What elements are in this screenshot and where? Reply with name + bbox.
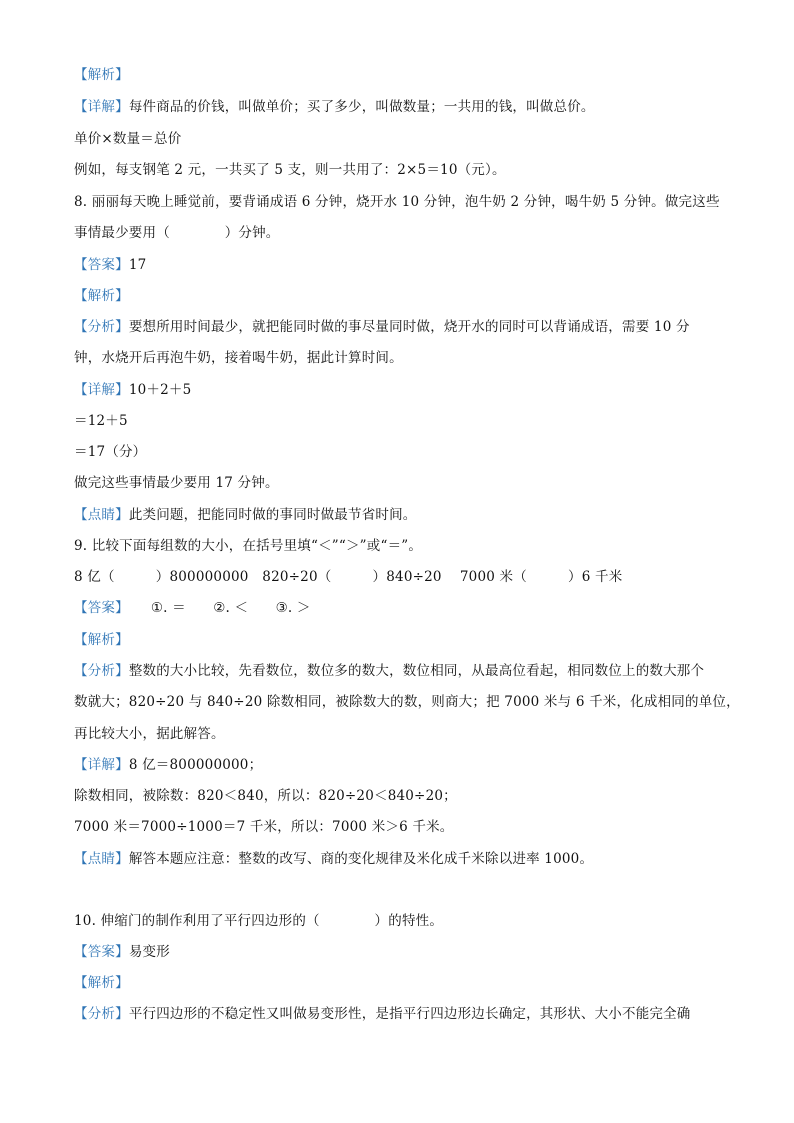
- question-9-line-2: 8 亿（ ）800000000 820÷20（ ）840÷20 7000 米（ ）6 千米: [74, 569, 623, 585]
- tag-label: 【答案】: [74, 944, 129, 960]
- tag-label: 【解析】: [74, 288, 129, 304]
- fenxi-text: 要想所用时间最少，就把能同时做的事尽量同时做，烧开水的同时可以背诵成语，需要 10 分: [128, 319, 690, 335]
- conclusion-line: 做完这些事情最少要用 17 分钟。: [74, 475, 279, 491]
- tag-label: 【分析】: [74, 1006, 129, 1022]
- fenxi-continuation: 数就大；820÷20 与 840÷20 除数相同，被除数大的数，则商大；把 7000 米与 6 千米，化成相同的单位，: [74, 694, 740, 710]
- fenxi-continuation: 钟，水烧开后再泡牛奶，接着喝牛奶，据此计算时间。: [74, 350, 403, 366]
- tag-label: 【详解】: [74, 99, 129, 115]
- tag-label: 【答案】: [74, 600, 129, 616]
- analysis-heading: [74, 631, 129, 649]
- tag-label: 【点睛】: [74, 507, 129, 523]
- answer-line: [74, 599, 311, 617]
- question-9-line-1: 9. 比较下面每组数的大小，在括号里填“＜”“＞”或“＝”。: [74, 538, 423, 554]
- detail-line: [74, 381, 191, 399]
- fenxi-line: [74, 318, 690, 336]
- fenxi-line: [74, 662, 704, 680]
- fenxi-text: 平行四边形的不稳定性又叫做易变形性，是指平行四边形边长确定，其形状、大小不能完全确: [128, 1006, 691, 1022]
- tag-label: 【解析】: [74, 632, 129, 648]
- analysis-heading: [74, 287, 129, 305]
- detail-line: [74, 98, 595, 116]
- tag-label: 【答案】: [74, 257, 129, 273]
- dianjing-line: [74, 506, 417, 524]
- fenxi-line: [74, 1005, 691, 1023]
- detail-text: 每件商品的价钱，叫做单价；买了多少，叫做数量；一共用的钱，叫做总价。: [128, 99, 595, 115]
- answer-text: ①. ＝ ②. ＜ ③. ＞: [150, 600, 311, 616]
- tag-label: 【详解】: [74, 382, 129, 398]
- answer-text: 17: [128, 257, 147, 273]
- example-line: 例如，每支钢笔 2 元，一共买了 5 支，则一共用了：2×5＝10（元）。: [74, 162, 506, 178]
- dianjing-line: [74, 850, 593, 868]
- answer-text: 易变形: [128, 944, 170, 960]
- question-8-line-2: 事情最少要用（ ）分钟。: [74, 225, 280, 241]
- answer-line: [74, 943, 170, 961]
- tag-label: 【解析】: [74, 975, 129, 991]
- tag-label: 【详解】: [74, 757, 129, 773]
- analysis-heading: [74, 974, 129, 992]
- calc-step: ＝12＋5: [74, 413, 128, 429]
- dianjing-text: 此类问题，把能同时做的事同时做最节省时间。: [128, 507, 417, 523]
- detail-continuation: 除数相同，被除数：820＜840，所以：820÷20＜840÷20；: [74, 788, 457, 804]
- detail-line: [74, 756, 262, 774]
- tag-label: 【分析】: [74, 319, 129, 335]
- tag-label: 【解析】: [74, 67, 129, 83]
- dianjing-text: 解答本题应注意：整数的改写、商的变化规律及米化成千米除以进率 1000。: [128, 851, 594, 867]
- question-10-line-1: 10. 伸缩门的制作利用了平行四边形的（ ）的特性。: [74, 913, 444, 929]
- calc-step: 10＋2＋5: [128, 382, 192, 398]
- analysis-heading: [74, 66, 129, 84]
- calc-step: ＝17（分）: [74, 444, 147, 460]
- tag-label: 【分析】: [74, 663, 129, 679]
- question-8-line-1: 8. 丽丽每天晚上睡觉前，要背诵成语 6 分钟，烧开水 10 分钟，泡牛奶 2 分钟，喝牛奶 5 分钟。做完这些: [74, 194, 720, 210]
- fenxi-continuation: 再比较大小，据此解答。: [74, 726, 225, 742]
- formula-line: 单价×数量＝总价: [74, 131, 182, 147]
- fenxi-text: 整数的大小比较，先看数位，数位多的数大，数位相同，从最高位看起，相同数位上的数大那个: [128, 663, 705, 679]
- answer-line: [74, 256, 146, 274]
- tag-label: 【点睛】: [74, 851, 129, 867]
- detail-text: 8 亿＝800000000；: [128, 757, 263, 773]
- detail-continuation: 7000 米＝7000÷1000＝7 千米，所以：7000 米＞6 千米。: [74, 819, 454, 835]
